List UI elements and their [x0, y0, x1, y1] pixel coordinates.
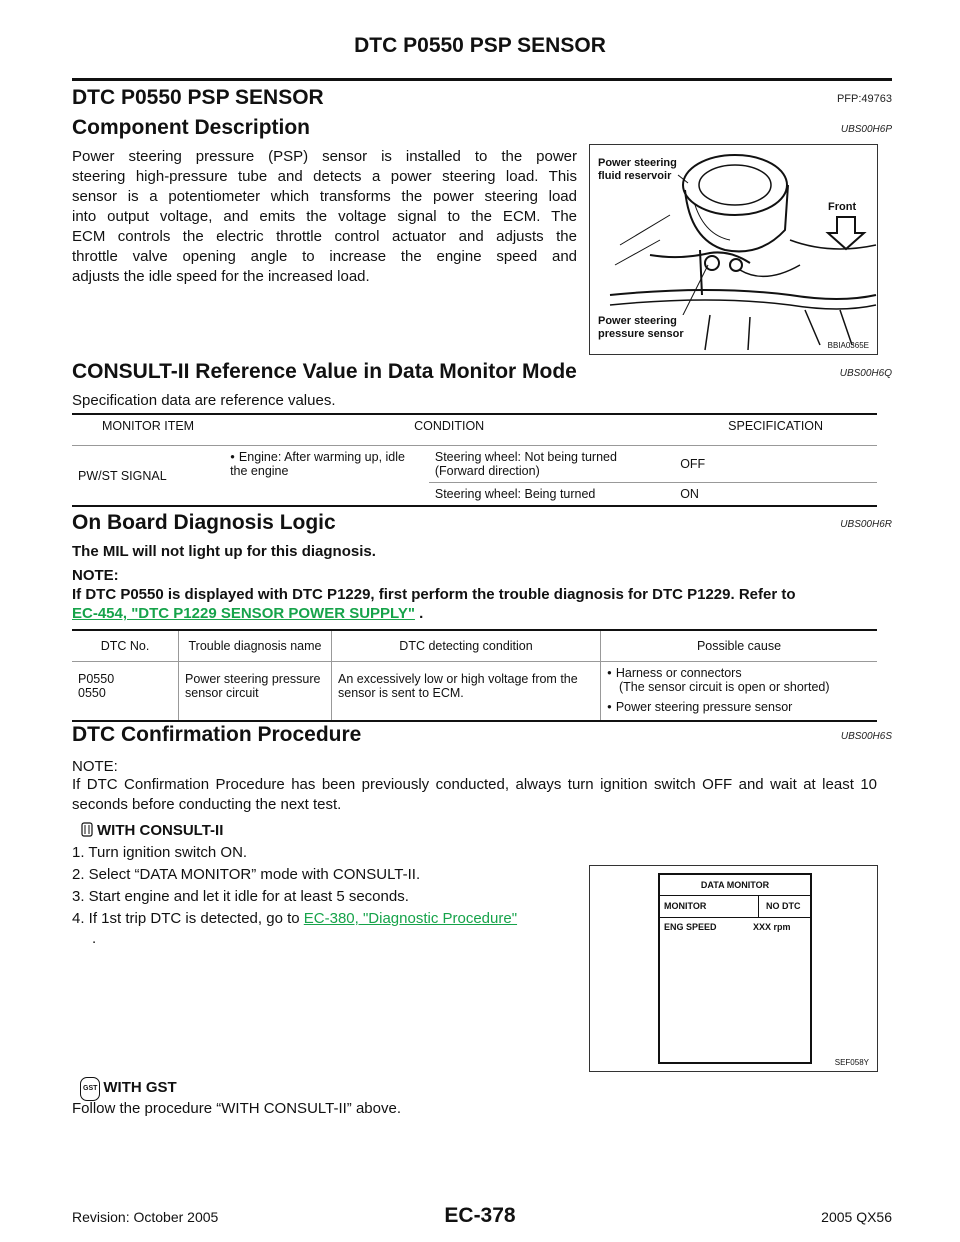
with-gst-label: WITH GST — [103, 1079, 177, 1096]
obd-reference-link[interactable]: EC-454, "DTC P1229 SENSOR POWER SUPPLY" — [72, 605, 415, 622]
step4-text: 4. If 1st trip DTC is detected, go to — [72, 910, 304, 927]
sensor-label-line: Power steering — [598, 315, 677, 327]
reference-value-table — [72, 413, 877, 507]
table-header-cell: DTC No. — [72, 630, 179, 662]
condition-cell: Steering wheel: Being turned — [434, 487, 596, 501]
detecting-condition: An excessively low or high voltage from the sensor is sent to ECM. — [332, 662, 601, 722]
monitor-col-divider — [758, 895, 759, 918]
consult-tool-icon — [80, 822, 94, 838]
section-title: DTC P0550 PSP SENSOR — [72, 86, 324, 109]
table-header-cell: Possible cause — [601, 630, 878, 662]
monitor-col1: MONITOR — [664, 901, 707, 911]
dtc-code: P0550 — [78, 672, 115, 686]
obd-note-text: If DTC P0550 is displayed with DTC P1229, first perform the trouble diagnosis for DTC P1229. Refer to — [72, 586, 796, 603]
footer-revision: Revision: October 2005 — [72, 1209, 219, 1225]
confirm-title: DTC Confirmation Procedure — [72, 723, 362, 746]
monitor-row-value: XXX rpm — [753, 922, 791, 932]
condition-main-text: Engine: After warming up, idle the engine — [230, 450, 405, 478]
dtc-code: 0550 — [78, 686, 106, 700]
component-line: throttle valve opening angle to increase the engine speed and — [72, 248, 577, 265]
obd-note-link-line — [72, 604, 423, 624]
table-header-cell: SPECIFICATION — [674, 414, 877, 446]
step-item: 3. Start engine and let it idle for at least 5 seconds. — [72, 888, 409, 905]
header-divider — [72, 78, 892, 81]
confirm-note-label: NOTE: — [72, 758, 118, 775]
step4-end: . — [92, 930, 97, 947]
table-row — [72, 662, 877, 722]
data-monitor-figure — [589, 865, 878, 1072]
sensor-label-line: pressure sensor — [598, 328, 684, 340]
component-title: Component Description — [72, 116, 311, 139]
condition-main — [224, 446, 429, 507]
obd-note-end: . — [414, 605, 424, 622]
component-line: Power steering pressure (PSP) sensor is installed to the power — [72, 148, 577, 165]
step-item — [72, 909, 517, 929]
figure-id: SEF058Y — [834, 1058, 869, 1067]
front-label: Front — [828, 201, 857, 213]
table-header-cell: DTC detecting condition — [332, 630, 601, 662]
component-line: sensor is a potentiometer which transforms the power steering load — [72, 188, 577, 205]
spec-cell: ON — [680, 487, 699, 501]
step-item: 1. Turn ignition switch ON. — [72, 844, 248, 861]
table-header-row — [72, 414, 877, 446]
gst-text: Follow the procedure “WITH CONSULT-II” above. — [72, 1100, 401, 1117]
table-header-cell: Trouble diagnosis name — [179, 630, 332, 662]
obd-mil-text: The MIL will not light up for this diagnosis. — [72, 543, 376, 560]
component-line: ECM controls the electric throttle control actuator and adjusts the — [72, 228, 577, 245]
gst-icon: GST — [80, 1077, 100, 1101]
sensor-label — [598, 315, 684, 341]
table-header-cell: CONDITION — [224, 414, 674, 446]
monitor-divider — [660, 917, 810, 918]
reservoir-label-line: fluid reservoir — [598, 170, 672, 182]
confirm-note-text: If DTC Confirmation Procedure has been previously conducted, always turn ignition switch OFF and wait at least 10 seconds before conducting the next test. — [72, 776, 877, 813]
spec-cell: OFF — [674, 446, 877, 483]
monitor-divider — [660, 895, 810, 896]
bullet-icon — [607, 700, 616, 714]
monitor-row-label: ENG SPEED — [664, 922, 717, 932]
cause-detail: (The sensor circuit is open or shorted) — [619, 680, 830, 694]
consult-ref-note: Specification data are reference values. — [72, 392, 336, 409]
footer-model: 2005 QX56 — [821, 1209, 892, 1225]
table-header-cell: MONITOR ITEM — [72, 414, 224, 446]
dtc-number — [72, 662, 179, 722]
obd-title: On Board Diagnosis Logic — [72, 511, 336, 534]
with-consult-label: WITH CONSULT-II — [97, 822, 224, 839]
bullet-icon — [230, 450, 239, 464]
component-line: steering high-pressure tube and detects a power steering load. This — [72, 168, 577, 185]
dtc-table — [72, 629, 877, 722]
confirm-code: UBS00H6S — [840, 731, 892, 742]
reservoir-label-line: Power steering — [598, 157, 677, 169]
cause-item — [607, 700, 871, 714]
cause-text: Harness or connectors — [615, 666, 742, 680]
obd-code: UBS00H6R — [840, 519, 892, 530]
consult-ref-code: UBS00H6Q — [839, 368, 892, 379]
diagnostic-procedure-link[interactable]: EC-380, "Diagnostic Procedure" — [303, 910, 518, 927]
page-header-title: DTC P0550 PSP SENSOR — [354, 34, 606, 57]
possible-cause — [601, 662, 878, 722]
footer-page-number: EC-378 — [444, 1204, 516, 1227]
cause-text: Power steering pressure sensor — [615, 700, 793, 714]
component-line: adjusts the idle speed for the increased load. — [72, 268, 370, 285]
with-consult-heading — [80, 821, 223, 841]
component-code: UBS00H6P — [840, 124, 892, 135]
cause-item — [607, 666, 871, 680]
obd-note-label: NOTE: — [72, 567, 119, 584]
monitor-item: PW/ST SIGNAL — [78, 468, 167, 483]
condition-cell: Steering wheel: Not being turned (Forward direction) — [429, 446, 674, 483]
monitor-col2: NO DTC — [766, 901, 801, 911]
bullet-icon — [607, 666, 616, 680]
reservoir-label — [598, 157, 677, 183]
consult-ref-title: CONSULT-II Reference Value in Data Monitor Mode — [72, 360, 577, 383]
figure-id: BBIA0365E — [827, 341, 869, 350]
component-line: into output voltage, and emits the voltage signal to the ECM. The — [72, 208, 577, 225]
table-row — [72, 446, 877, 483]
psp-sensor-figure — [589, 144, 878, 355]
trouble-name: Power steering pressure sensor circuit — [179, 662, 332, 722]
monitor-title: DATA MONITOR — [700, 880, 770, 890]
component-text — [72, 147, 577, 287]
section-code: PFP:49763 — [836, 93, 892, 105]
step-item: 2. Select “DATA MONITOR” mode with CONSULT-II. — [72, 866, 421, 883]
table-header-row — [72, 630, 877, 662]
with-gst-heading — [80, 1077, 177, 1101]
